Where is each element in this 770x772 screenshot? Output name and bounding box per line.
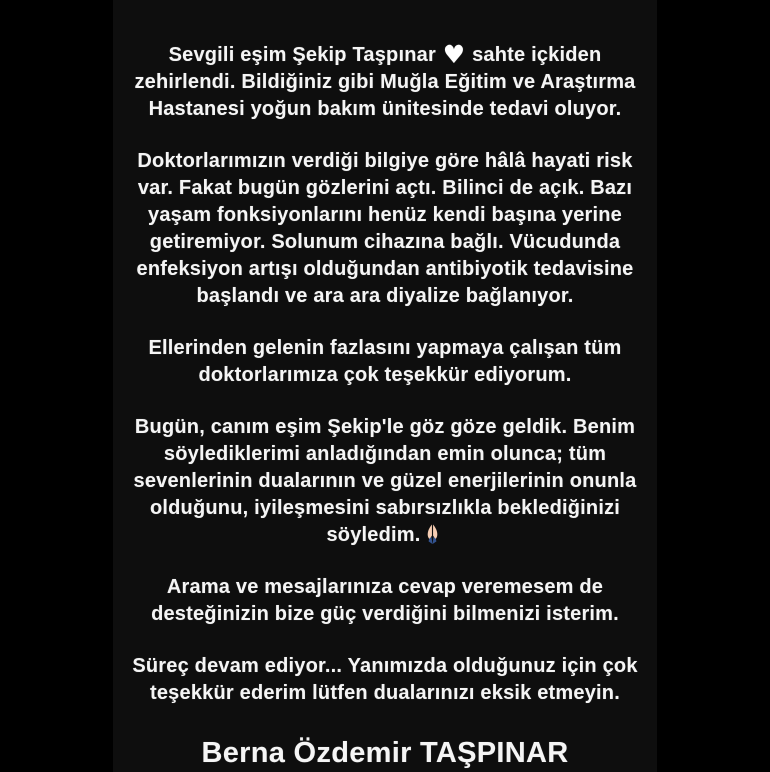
story-paragraph: Arama ve mesajlarınıza cevap veremesem de desteğinizin bize güç verdiğini bilmenizi isterim.	[151, 576, 619, 625]
story-card	[113, 0, 657, 772]
folded-hands-icon	[421, 523, 444, 546]
story-paragraph: Bugün, canım eşim Şekip'le göz göze geldik. Benim söylediklerimi anladığından emin olunca; tüm sevenlerinin dualarının ve güzel enerjilerinin onunla olduğunu, iyileşmesini sabırsızlıkla beklediğinizi söyledim.	[133, 416, 637, 546]
story-paragraph: Doktorlarımızın verdiği bilgiye göre hâlâ hayati risk var. Fakat bugün gözlerini açtı. Bilinci de açık. Bazı yaşam fonksiyonlarını henüz kendi başına yerine getiremiyor. Solunum cihazına bağlı. Vücudunda enfeksiyon artışı olduğundan antibiyotik tedavisine başlandı ve ara ara diyalize bağlanıyor.	[136, 150, 634, 307]
signature: Berna Özdemir TAŞPINAR	[201, 737, 569, 769]
white-heart-icon: ♥	[442, 40, 466, 69]
story-paragraph: Ellerinden gelenin fazlasını yapmaya çalışan tüm doktorlarımıza çok teşekkür ediyorum.	[148, 337, 622, 386]
story-paragraph: Süreç devam ediyor... Yanımızda olduğunuz için çok teşekkür ederim lütfen dualarınızı eksik etmeyin.	[132, 655, 638, 704]
story-paragraph: Sevgili eşim Şekip Taşpınar ♥ sahte içkiden zehirlendi. Bildiğiniz gibi Muğla Eğitim ve Araştırma Hastanesi yoğun bakım ünitesinde tedavi oluyor.	[134, 40, 636, 120]
